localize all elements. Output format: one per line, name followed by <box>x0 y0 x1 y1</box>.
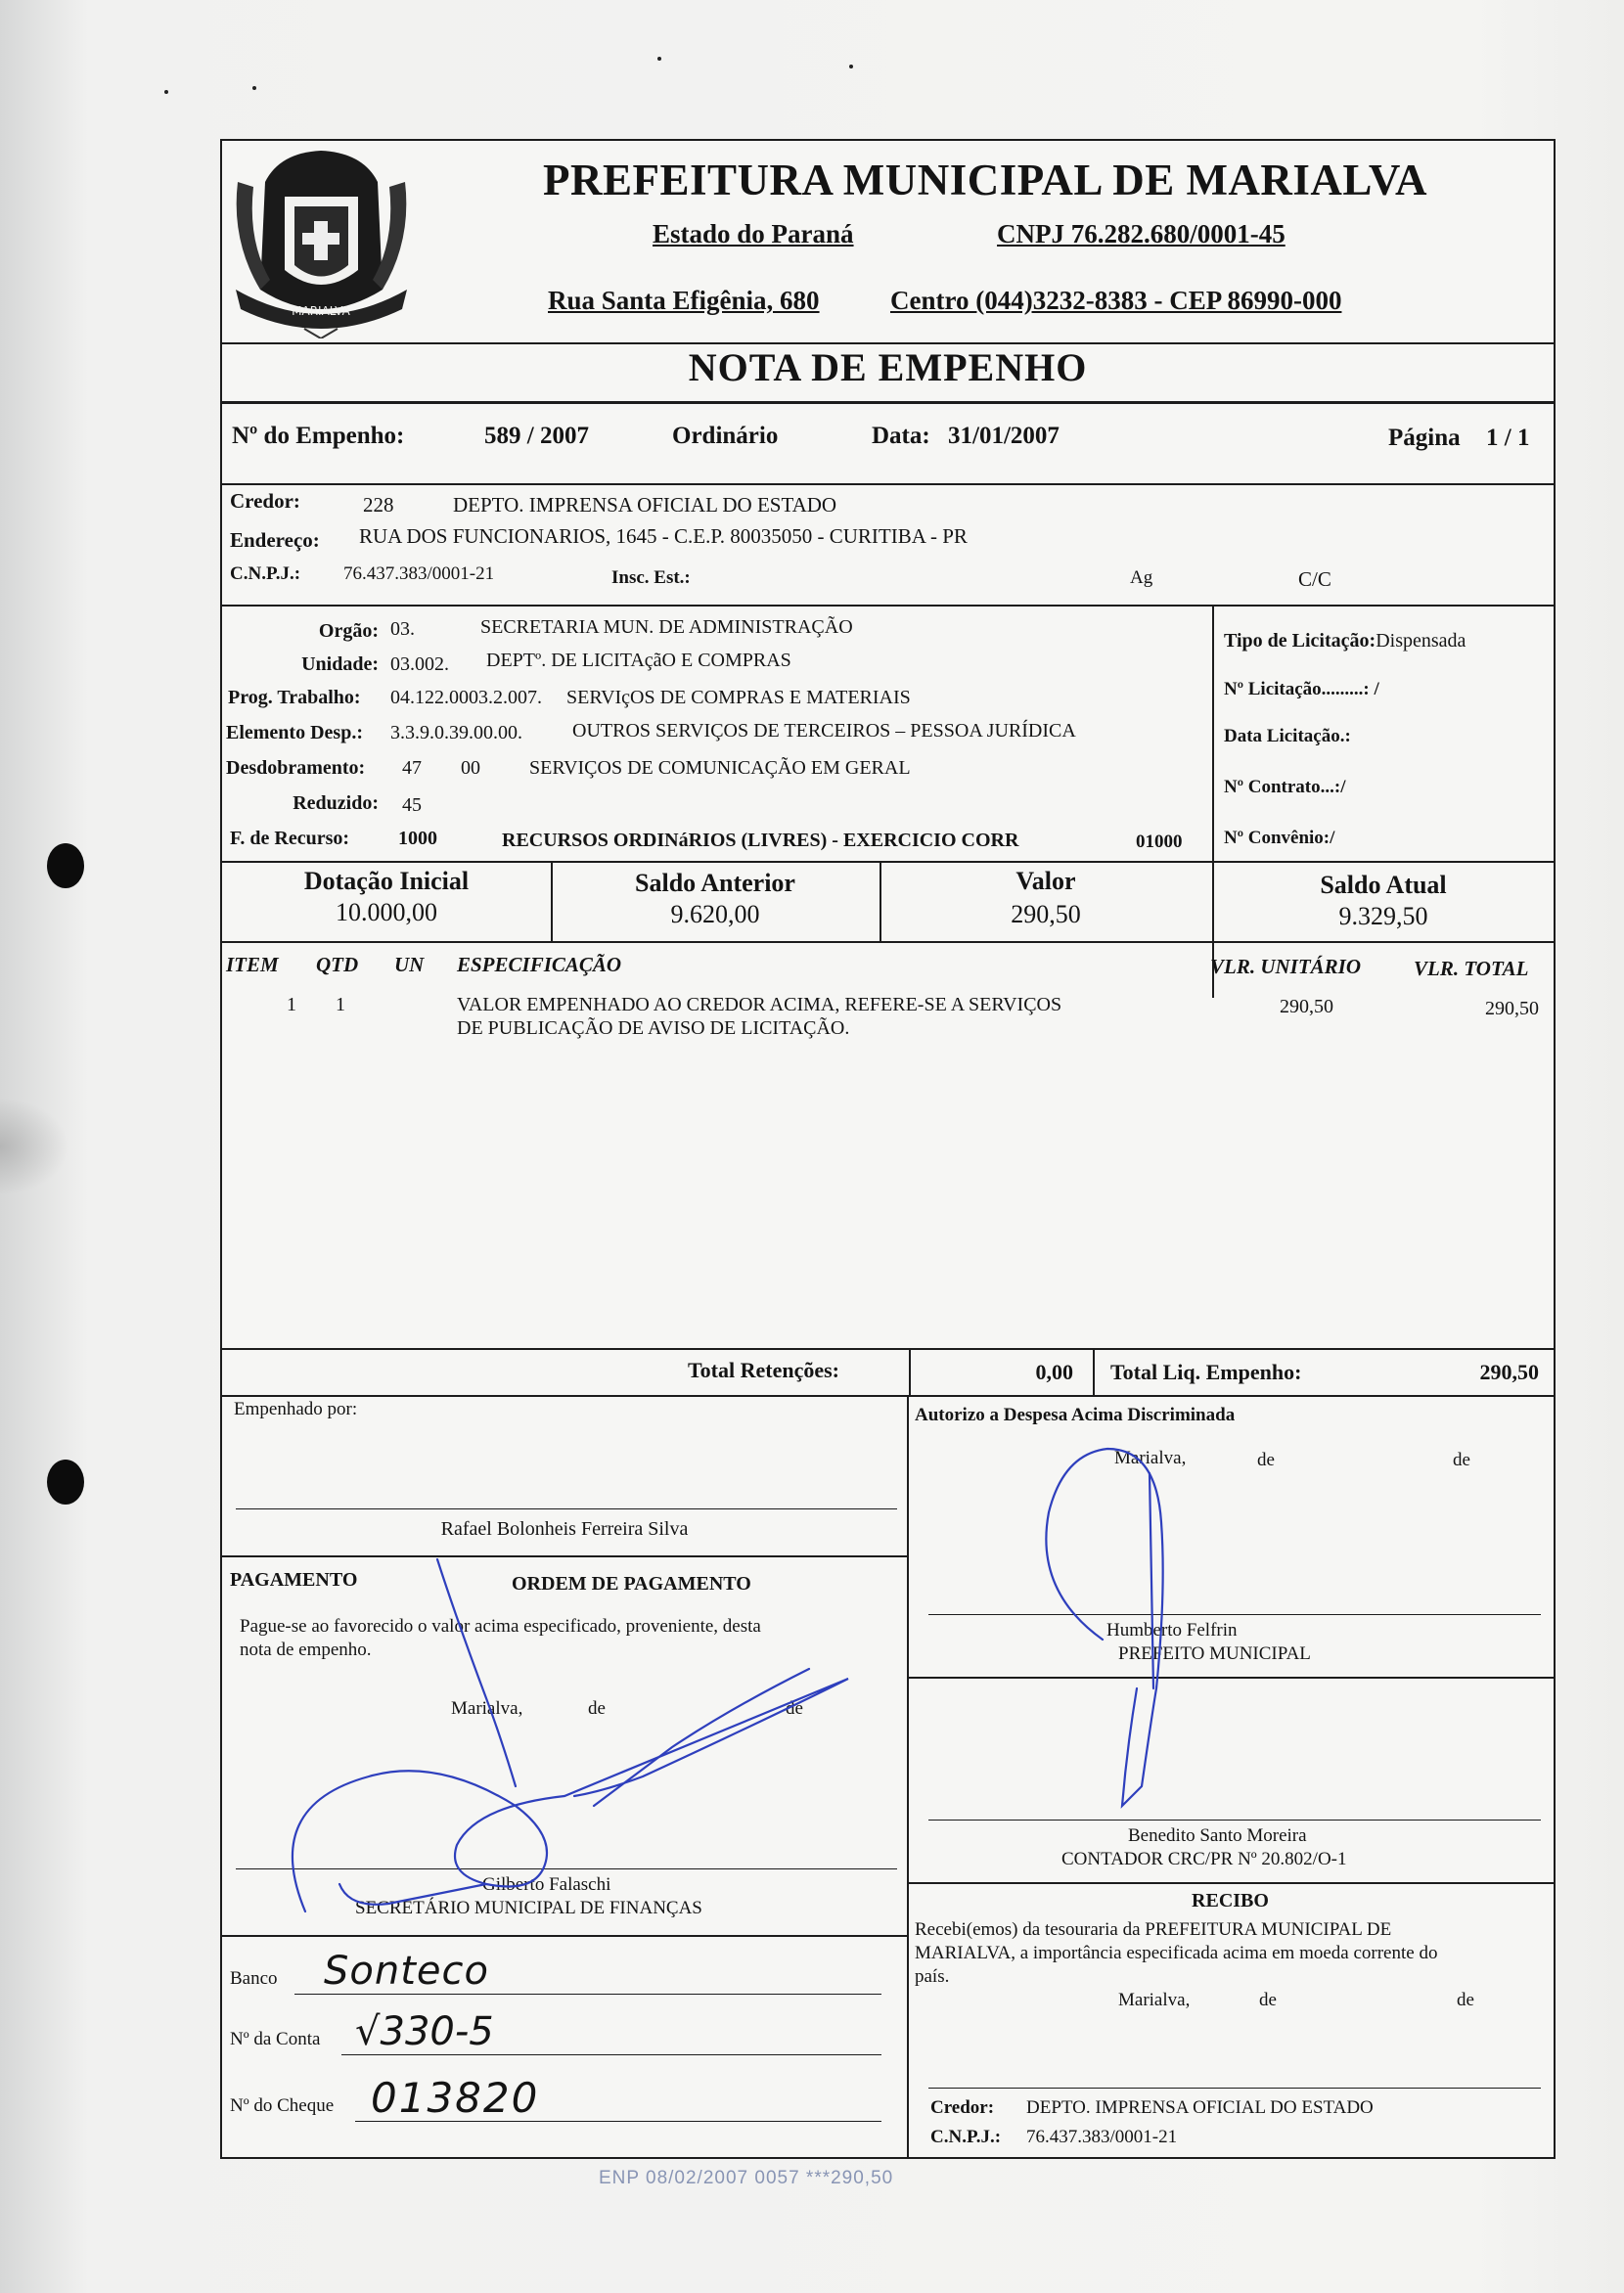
prog-trabalho-code: 04.122.0003.2.007. <box>390 687 542 708</box>
empenho-date: 31/01/2007 <box>948 423 1060 449</box>
document-title: NOTA DE EMPENHO <box>688 345 1088 389</box>
divider <box>222 483 1554 485</box>
divider <box>1212 605 1214 998</box>
reduzido-value: 45 <box>402 794 422 816</box>
ordem-pagamento-label: ORDEM DE PAGAMENTO <box>512 1573 751 1595</box>
scan-speck <box>164 90 168 94</box>
recibo-de1: de <box>1259 1990 1277 2010</box>
recibo-credor-label: Credor: <box>930 2097 995 2118</box>
svg-text:MARIALVA: MARIALVA <box>292 304 350 318</box>
credor-cnpj: 76.437.383/0001-21 <box>343 563 495 584</box>
recibo-text-line2: MARIALVA, a importância especificada acima em moeda corrente do <box>915 1943 1438 1963</box>
divider <box>1093 1348 1095 1395</box>
ag-label: Ag <box>1130 567 1153 588</box>
credor-address: RUA DOS FUNCIONARIOS, 1645 - C.E.P. 80035050 - CURITIBA - PR <box>359 524 968 548</box>
prefeito-name: Humberto Felfrin <box>1106 1620 1238 1641</box>
municipality-title: PREFEITURA MUNICIPAL DE MARIALVA <box>542 156 1428 204</box>
empenhado-por-label: Empenhado por: <box>234 1399 358 1419</box>
qtd-column-header: QTD <box>316 953 359 976</box>
item-total-value: 290,50 <box>1485 998 1539 1019</box>
desdobramento-label: Desdobramento: <box>226 757 366 779</box>
autorizo-label: Autorizo a Despesa Acima Discriminada <box>915 1405 1236 1425</box>
especificacao-column-header: ESPECIFICAÇÃO <box>457 953 622 976</box>
unidade-label: Unidade: <box>301 653 379 675</box>
empenho-number: 589 / 2007 <box>484 423 589 449</box>
empenho-type: Ordinário <box>672 423 779 449</box>
divider <box>222 1348 1554 1350</box>
desdobramento-name: SERVIÇOS DE COMUNICAÇÃO EM GERAL <box>529 757 911 779</box>
saldo-atual-value: 9.329,50 <box>1338 902 1428 930</box>
autorizo-de2: de <box>1453 1450 1470 1470</box>
dotacao-inicial-label: Dotação Inicial <box>303 867 470 895</box>
banco-handwritten: Sonteco <box>324 1949 489 1994</box>
elemento-desp-name: OUTROS SERVIÇOS DE TERCEIROS – PESSOA JURÍDICA <box>572 720 1076 742</box>
autorizo-de1: de <box>1257 1450 1275 1470</box>
fonte-recurso-label: F. de Recurso: <box>230 828 350 849</box>
credor-label: Credor: <box>230 489 300 513</box>
municipal-contact: Centro (044)3232-8383 - CEP 86990-000 <box>890 286 1342 315</box>
secretario-role: SECRETÁRIO MUNICIPAL DE FINANÇAS <box>355 1898 702 1918</box>
conta-handwritten: √330-5 <box>355 2009 494 2054</box>
divider <box>222 401 1554 404</box>
item-column-header: ITEM <box>226 953 279 976</box>
conta-label: Nº da Conta <box>230 2029 321 2049</box>
scan-speck <box>849 65 853 68</box>
total-retencoes-label: Total Retenções: <box>688 1358 839 1382</box>
pagamento-city: Marialva, <box>451 1698 523 1719</box>
municipal-address: Rua Santa Efigênia, 680 <box>548 286 820 315</box>
endereco-label: Endereço: <box>230 528 320 552</box>
cc-label: C/C <box>1298 567 1331 591</box>
cheque-label: Nº do Cheque <box>230 2095 335 2116</box>
cnpj-label: C.N.P.J.: <box>230 563 301 584</box>
divider <box>222 941 1212 943</box>
pagamento-text-line2: nota de empenho. <box>240 1640 372 1660</box>
elemento-desp-code: 3.3.9.0.39.00.00. <box>390 722 522 743</box>
pagamento-de2: de <box>786 1698 803 1719</box>
reduzido-label: Reduzido: <box>293 792 379 814</box>
data-licitacao-label: Data Licitação.: <box>1224 726 1351 746</box>
scan-speck <box>657 57 661 61</box>
banco-label: Banco <box>230 1968 278 1989</box>
page-number: 1 / 1 <box>1486 425 1530 451</box>
dotacao-inicial-value: 10.000,00 <box>336 898 437 926</box>
prog-trabalho-name: SERVIçOS DE COMPRAS E MATERIAIS <box>566 687 911 708</box>
divider <box>1212 941 1554 943</box>
contador-name: Benedito Santo Moreira <box>1128 1825 1307 1846</box>
item-description-line2: DE PUBLICAÇÃO DE AVISO DE LICITAÇÃO. <box>457 1017 850 1039</box>
recibo-city: Marialva, <box>1118 1990 1191 2010</box>
item-number: 1 <box>287 994 296 1015</box>
secretario-name: Gilberto Falaschi <box>482 1874 611 1895</box>
empenho-number-label: Nº do Empenho: <box>232 423 405 449</box>
item-unit-value: 290,50 <box>1280 996 1333 1017</box>
recibo-cnpj-label: C.N.P.J.: <box>930 2127 1002 2147</box>
item-qtd: 1 <box>336 994 345 1015</box>
desdobramento-b: 00 <box>461 757 480 779</box>
vlr-unitario-column-header: VLR. UNITÁRIO <box>1210 955 1362 978</box>
numero-contrato-label: Nº Contrato...:/ <box>1224 777 1346 797</box>
valor-label: Valor <box>1015 867 1076 895</box>
punch-hole <box>47 1460 84 1505</box>
fonte-recurso-name: RECURSOS ORDINáRIOS (LIVRES) - EXERCICIO CORR <box>502 830 1019 851</box>
total-retencoes-value: 0,00 <box>1035 1360 1073 1384</box>
saldo-atual-label: Saldo Atual <box>1320 871 1447 899</box>
orgao-label: Orgão: <box>318 620 379 642</box>
contador-role: CONTADOR CRC/PR Nº 20.802/O-1 <box>1061 1849 1347 1869</box>
divider <box>909 1348 911 1395</box>
pagamento-label: PAGAMENTO <box>230 1569 358 1591</box>
total-liquido-value: 290,50 <box>1479 1360 1539 1384</box>
tipo-licitacao-value: Dispensada <box>1376 630 1466 652</box>
fonte-recurso-code: 1000 <box>398 828 437 849</box>
divider <box>222 605 1554 607</box>
recibo-text-line1: Recebi(emos) da tesouraria da PREFEITURA MUNICIPAL DE <box>915 1919 1392 1940</box>
cheque-handwritten: 013820 <box>371 2074 540 2122</box>
autorizo-city: Marialva, <box>1114 1448 1187 1468</box>
recibo-label: RECIBO <box>1192 1890 1269 1911</box>
elemento-desp-label: Elemento Desp.: <box>226 722 363 743</box>
desdobramento-a: 47 <box>402 757 422 779</box>
handwritten-signatures <box>222 1395 1554 2158</box>
unidade-name: DEPTº. DE LICITAçãO E COMPRAS <box>486 650 791 671</box>
insc-est-label: Insc. Est.: <box>611 567 691 588</box>
orgao-code: 03. <box>390 618 415 640</box>
total-liquido-label: Total Liq. Empenho: <box>1110 1360 1302 1384</box>
unidade-code: 03.002. <box>390 653 449 675</box>
recibo-de2: de <box>1457 1990 1474 2010</box>
punch-hole <box>47 843 84 888</box>
empenhado-por-name: Rafael Bolonheis Ferreira Silva <box>440 1518 689 1540</box>
tipo-licitacao-label: Tipo de Licitação:Dispensada <box>1224 630 1466 652</box>
numero-convenio-label: Nº Convênio:/ <box>1224 828 1335 848</box>
pagamento-de1: de <box>588 1698 606 1719</box>
page-label: Página <box>1388 425 1461 451</box>
orgao-name: SECRETARIA MUN. DE ADMINISTRAÇÃO <box>480 616 853 638</box>
prefeito-role: PREFEITO MUNICIPAL <box>1118 1643 1311 1664</box>
prog-trabalho-label: Prog. Trabalho: <box>228 687 361 708</box>
bank-authentication-stamp: ENP 08/02/2007 0057 ***290,50 <box>599 2168 894 2188</box>
municipal-cnpj: CNPJ 76.282.680/0001-45 <box>997 219 1286 248</box>
nota-de-empenho-form <box>220 139 1556 2159</box>
valor-value: 290,50 <box>1011 900 1081 928</box>
item-description-line1: VALOR EMPENHADO AO CREDOR ACIMA, REFERE-SE A SERVIÇOS <box>457 994 1062 1015</box>
fonte-recurso-number: 01000 <box>1136 832 1183 852</box>
saldo-anterior-label: Saldo Anterior <box>635 869 795 897</box>
municipal-seal-icon <box>226 143 417 338</box>
divider <box>222 861 1554 863</box>
saldo-anterior-value: 9.620,00 <box>670 900 760 928</box>
state-name: Estado do Paraná <box>653 219 854 248</box>
empenho-date-label: Data: <box>872 423 930 449</box>
pagamento-text-line1: Pague-se ao favorecido o valor acima especificado, proveniente, desta <box>240 1616 761 1637</box>
un-column-header: UN <box>394 953 425 976</box>
recibo-credor-name: DEPTO. IMPRENSA OFICIAL DO ESTADO <box>1026 2097 1374 2118</box>
recibo-text-line3: país. <box>915 1966 950 1987</box>
recibo-cnpj: 76.437.383/0001-21 <box>1026 2127 1178 2147</box>
credor-name: DEPTO. IMPRENSA OFICIAL DO ESTADO <box>453 493 837 517</box>
numero-licitacao-label: Nº Licitação.........: / <box>1224 679 1379 699</box>
vlr-total-column-header: VLR. TOTAL <box>1414 957 1529 980</box>
credor-code: 228 <box>363 493 394 517</box>
scan-speck <box>252 86 256 90</box>
